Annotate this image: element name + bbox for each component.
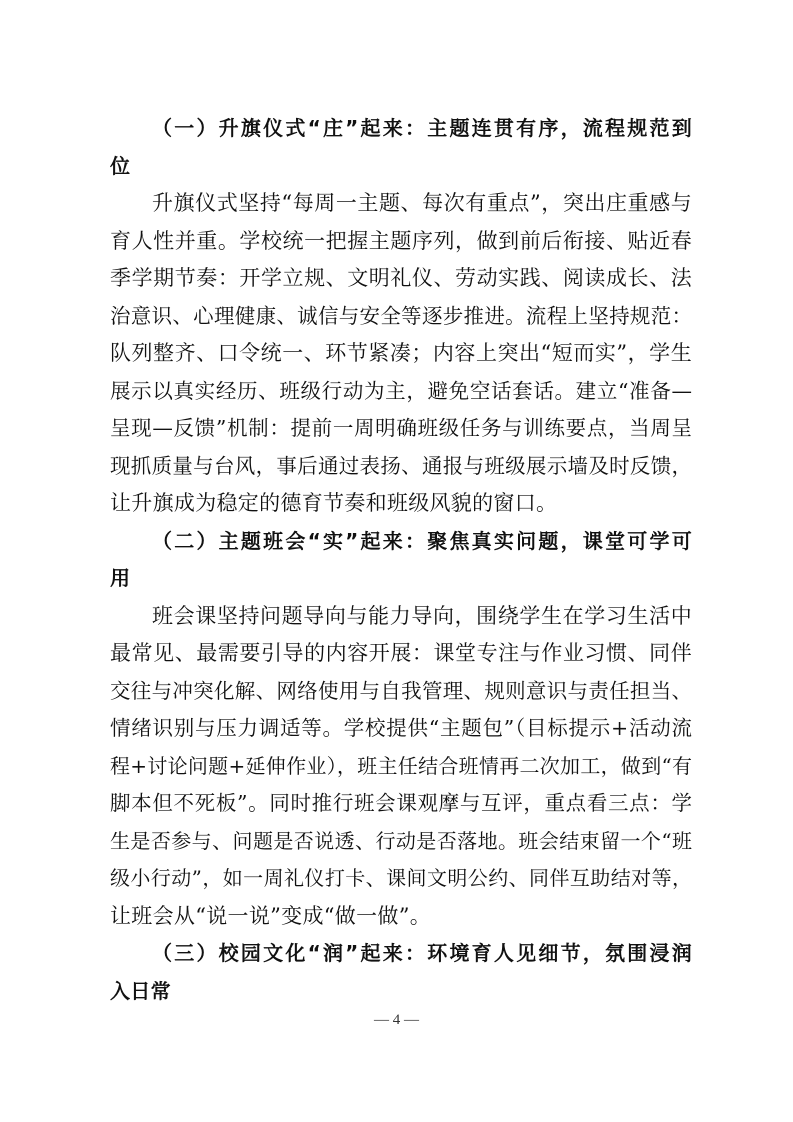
- section-2-paragraph-line: 程+讨论问题+延伸作业），班主任结合班情再二次加工，做到“有: [110, 753, 692, 778]
- section-2-heading-line-1: （二）主题班会“实”起来：聚焦真实问题，课堂可学可: [152, 528, 692, 553]
- section-2-paragraph-line: 级小行动”，如一周礼仪打卡、课间文明公约、同伴互助结对等，: [110, 866, 692, 890]
- section-3-heading-line-1: （三）校园文化“润”起来：环境育人见细节，氛围浸润: [152, 941, 692, 965]
- section-1-paragraph-line: 育人性并重。学校统一把握主题序列，做到前后衔接、贴近春: [110, 228, 692, 253]
- page-number: — 4 —: [374, 1012, 419, 1028]
- section-2-paragraph-line: 情绪识别与压力调适等。学校提供“主题包”（目标提示+活动流: [110, 716, 692, 740]
- section-1-heading-line-2: 位: [110, 153, 131, 178]
- section-2-paragraph-line: 让班会从“说一说”变成“做一做”。: [110, 903, 432, 928]
- section-2: [110, 523, 692, 936]
- section-2-paragraph-line: 生是否参与、问题是否说透、行动是否落地。班会结束留一个“班: [110, 828, 692, 853]
- section-2-paragraph-line: 最常见、最需要引导的内容开展：课堂专注与作业习惯、同伴: [110, 641, 692, 665]
- document-body: [110, 110, 692, 1010]
- section-3: [110, 935, 692, 1010]
- section-1-paragraph-line: 升旗仪式坚持“每周一主题、每次有重点”，突出庄重感与: [152, 191, 692, 215]
- section-1-paragraph-line: 展示以真实经历、班级行动为主，避免空话套话。建立“准备—: [110, 378, 692, 403]
- section-1-paragraph-line: 季学期节奏：开学立规、文明礼仪、劳动实践、阅读成长、法: [110, 266, 692, 290]
- section-2-heading-line-2: 用: [110, 566, 131, 590]
- section-1-paragraph-line: 治意识、心理健康、诚信与安全等逐步推进。流程上坚持规范：: [110, 303, 692, 328]
- section-2-paragraph-line: 交往与冲突化解、网络使用与自我管理、规则意识与责任担当、: [110, 678, 692, 703]
- section-1: [110, 110, 692, 523]
- section-1-paragraph-line: 呈现—反馈”机制：提前一周明确班级任务与训练要点，当周呈: [110, 416, 692, 440]
- section-1-paragraph-line: 现抓质量与台风，事后通过表扬、通报与班级展示墙及时反馈，: [110, 453, 692, 478]
- section-1-heading-line-1: （一）升旗仪式“庄”起来：主题连贯有序，流程规范到: [152, 116, 692, 140]
- section-1-paragraph-line: 让升旗成为稳定的德育节奏和班级风貌的窗口。: [110, 491, 558, 515]
- section-2-paragraph-line: 班会课坚持问题导向与能力导向，围绕学生在学习生活中: [152, 603, 692, 628]
- section-1-paragraph-line: 队列整齐、口令统一、环节紧凑；内容上突出“短而实”，学生: [110, 341, 692, 365]
- section-2-paragraph-line: 脚本但不死板”。同时推行班会课观摩与互评，重点看三点：学: [110, 791, 692, 815]
- section-3-heading-line-2: 入日常: [110, 978, 171, 1003]
